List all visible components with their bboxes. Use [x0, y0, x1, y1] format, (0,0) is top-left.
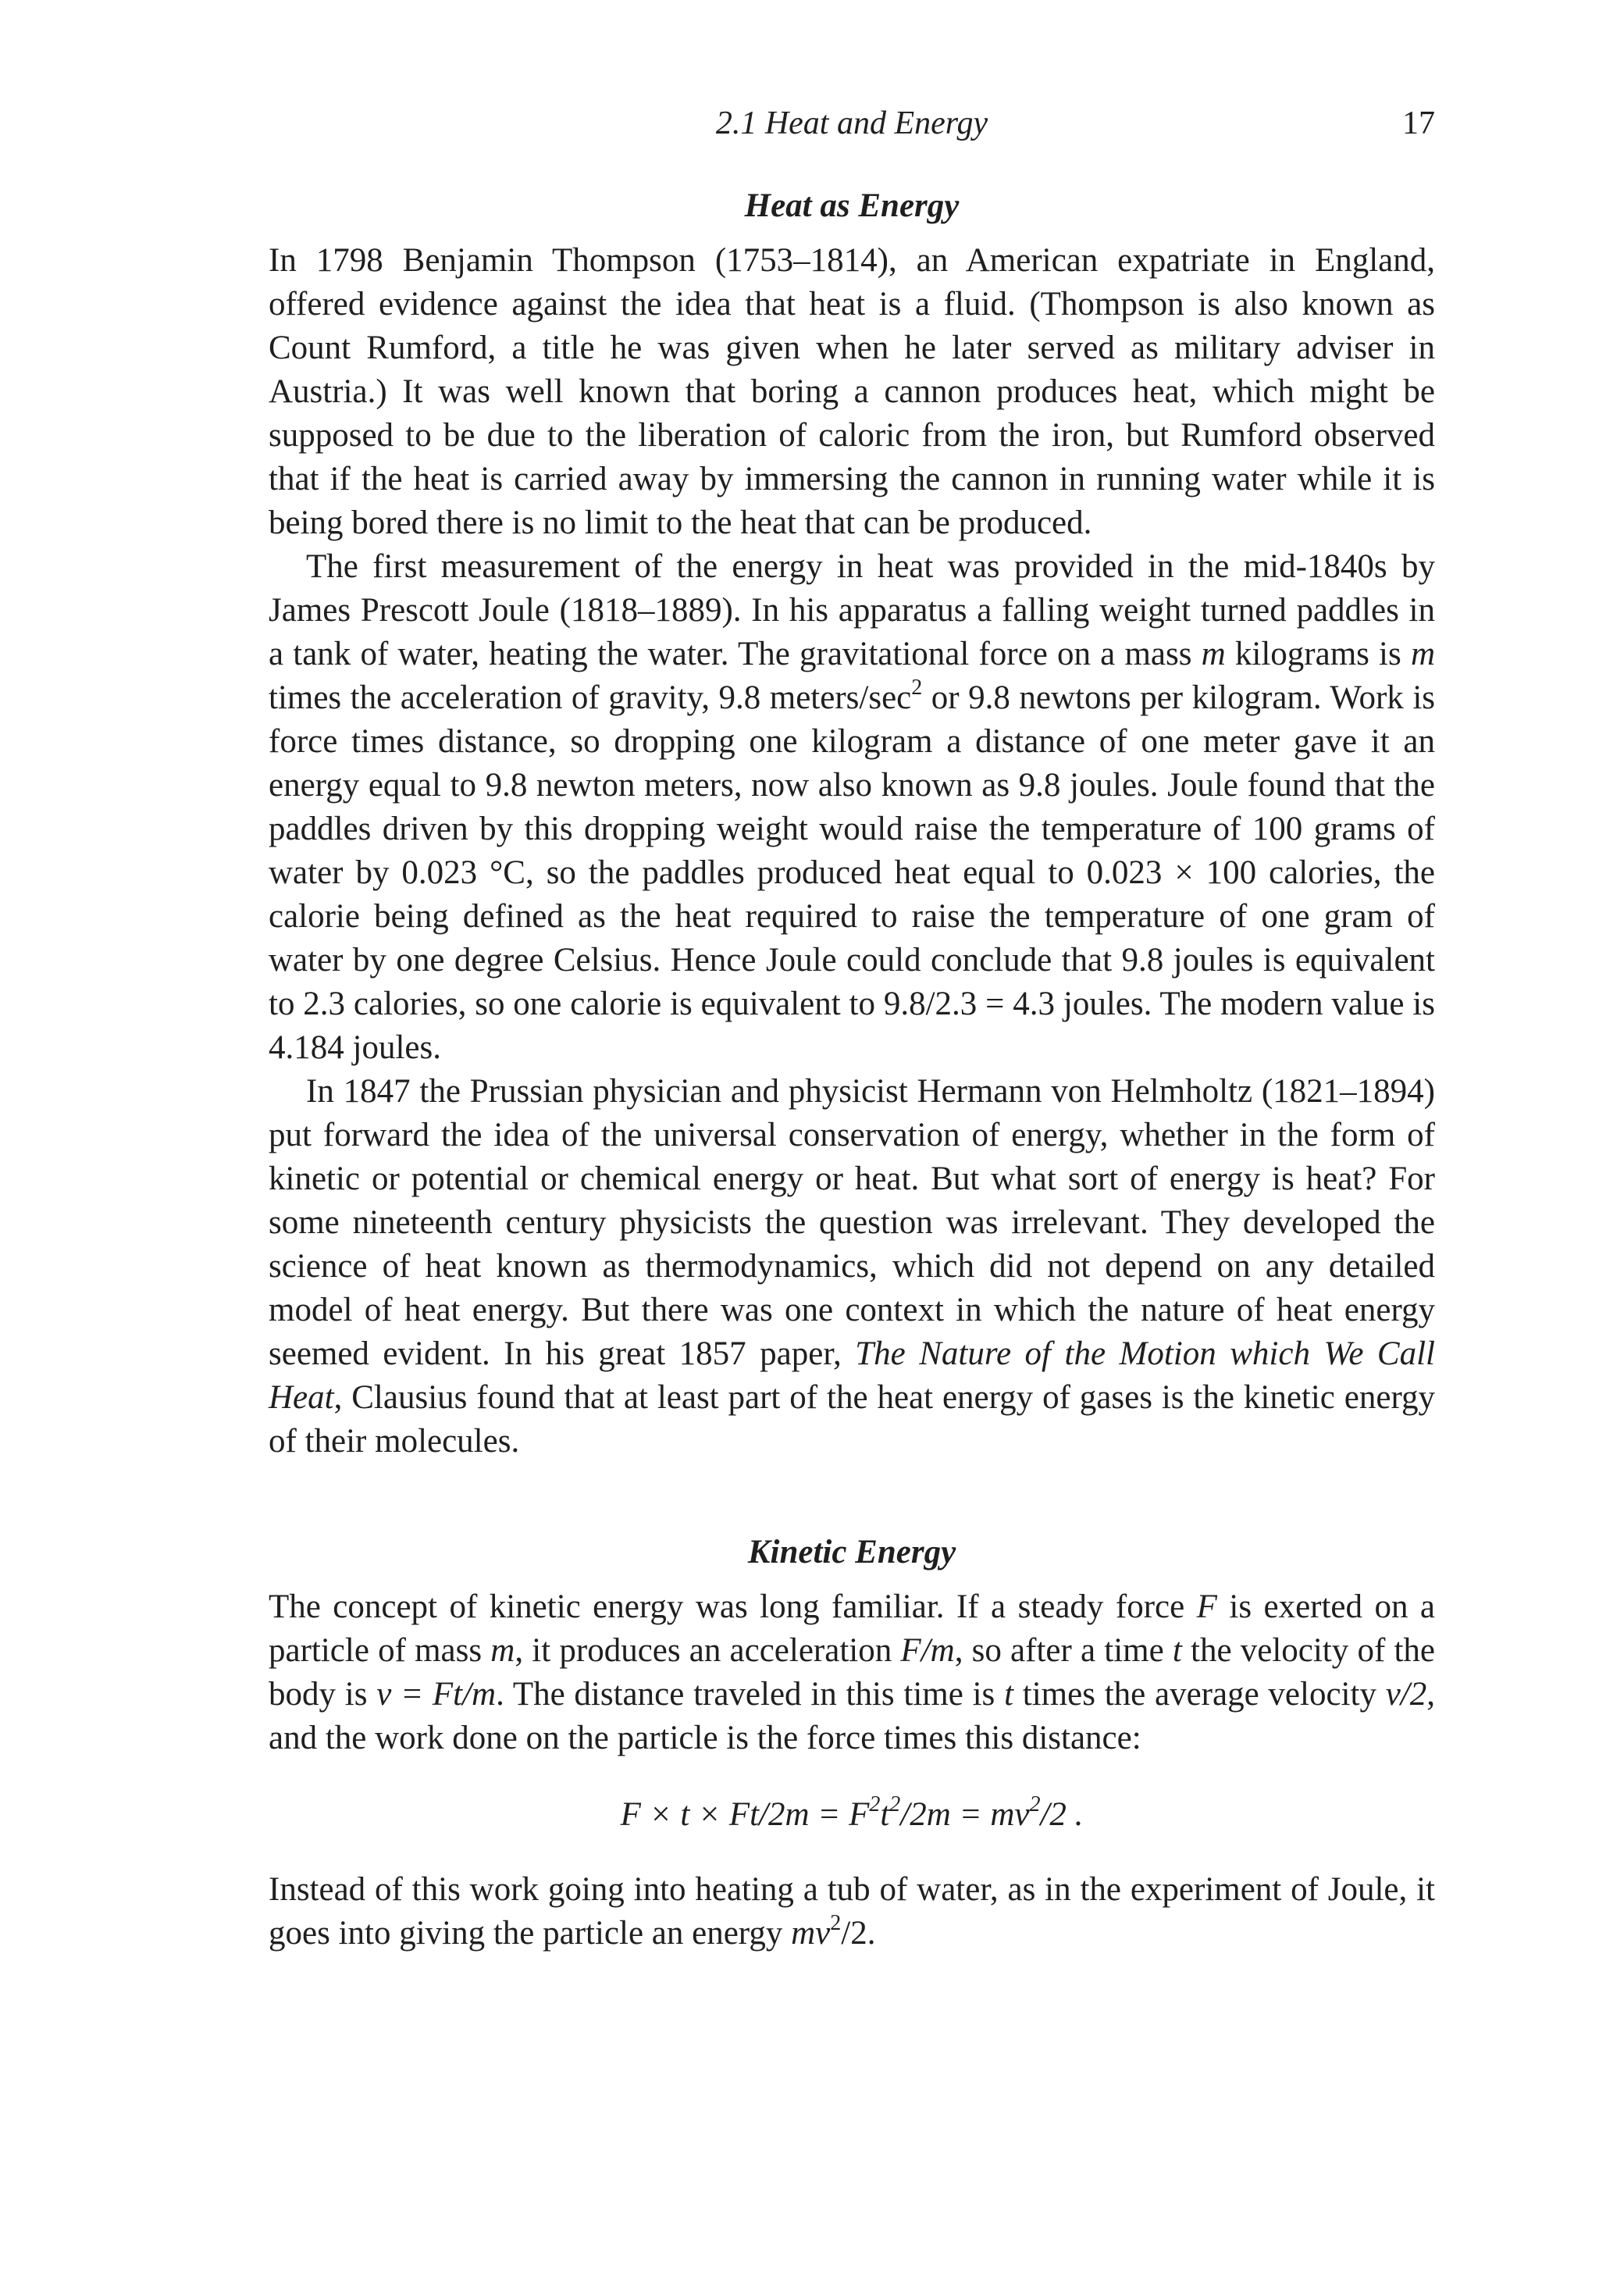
text-span: or 9.8 newtons per kilogram. Work is force times distance, so dropping one kilogram a distance of one meter gave it an energy equal to 9.8 newton meters, now also known as 9.8 joules. Joule found that the paddles driven by this dropping weight would raise the temperature of 100 grams of water by 0.023 °C, so the paddles produced heat equal to 0.023 × 100 calories, the calorie being defined as the heat required to raise the temperature of one gram of water by one degree Celsius. Hence Joule could conclude that 9.8 joules is equivalent to 2.3 calories, so one calorie is equivalent to 9.8/2.3 = 4.3 joules. The modern value is 4.184 joules.	[269, 679, 1435, 1066]
paragraph-kinetic-concept	[269, 1585, 1435, 1760]
math-expression: mv	[791, 1915, 831, 1952]
page-body	[269, 184, 1435, 1956]
equation-part: t	[880, 1796, 890, 1833]
superscript: 2	[889, 1792, 901, 1816]
text-span: times the acceleration of gravity, 9.8 meters/sec	[269, 679, 912, 716]
section-heading-kinetic-energy: Kinetic Energy	[747, 1534, 956, 1570]
math-symbol: m	[1201, 636, 1226, 672]
text-span: Instead of this work going into heating a tub of water, as in the experiment of Joule, it goes into giving the particle an energy	[269, 1871, 1435, 1952]
text-span: . The distance traveled in this time is	[496, 1676, 1005, 1713]
text-span: The concept of kinetic energy was long familiar. If a steady force	[269, 1588, 1197, 1625]
text-span: , and the work done on the particle is the force times this distance:	[269, 1676, 1436, 1756]
superscript: 2	[1029, 1792, 1041, 1816]
math-symbol: t	[1004, 1676, 1014, 1713]
math-expression: v = Ft/m	[376, 1676, 497, 1713]
text-span: /2.	[841, 1915, 876, 1952]
text-span: the velocity of the body is	[269, 1632, 1435, 1713]
text-span: is exerted on a particle of mass	[269, 1588, 1435, 1669]
running-title: 2.1 Heat and Energy	[715, 105, 988, 141]
paragraph-joule-comparison	[269, 1868, 1435, 1956]
text-span: times the average velocity	[1013, 1676, 1386, 1713]
section-heading-heat-as-energy: Heat as Energy	[744, 187, 960, 224]
paragraph-helmholtz	[269, 1070, 1435, 1464]
text-span: In 1847 the Prussian physician and physicist Hermann von Helmholtz (1821–1894) put forward the idea of the universal conservation of energy, whether in the form of kinetic or potential or chemical energy or heat. But what sort of energy is heat? For some nineteenth century physicists the question was irrelevant. They developed the science of heat known as thermodynamics, which did not depend on any detailed model of heat energy. But there was one context in which the nature of heat energy seemed evident. In his great 1857 paper,	[269, 1073, 1435, 1372]
equation-part: /2 .	[1040, 1796, 1084, 1833]
work-equation	[269, 1793, 1435, 1837]
math-symbol: t	[1172, 1632, 1182, 1669]
superscript: 2	[911, 676, 923, 700]
running-head	[269, 100, 1435, 147]
superscript: 2	[869, 1792, 881, 1816]
math-expression: v/2	[1385, 1676, 1427, 1713]
math-symbol: m	[1410, 636, 1435, 672]
superscript: 2	[830, 1911, 842, 1935]
text-span: , it produces an acceleration	[515, 1632, 901, 1669]
math-symbol: F	[1196, 1588, 1217, 1625]
text-span: The first measurement of the energy in heat was provided in the mid-1840s by James Prescott Joule (1818–1889). In his apparatus a falling weight turned paddles in a tank of water, heating the water. The gravitational force on a mass	[269, 548, 1435, 672]
equation-part: F × t × Ft/2m = F	[620, 1796, 870, 1833]
paper-title: The Nature of the Motion which We Call Heat	[269, 1335, 1435, 1416]
math-symbol: F/m	[900, 1632, 955, 1669]
text-span: kilograms is	[1225, 636, 1411, 672]
text-span: , so after a time	[954, 1632, 1173, 1669]
text-span: , Clausius found that at least part of the heat energy of gases is the kinetic energy of their molecules.	[269, 1379, 1435, 1460]
math-symbol: m	[490, 1632, 515, 1669]
paragraph-joule	[269, 545, 1435, 1070]
equation-part: /2m = mv	[900, 1796, 1030, 1833]
page-number: 17	[1402, 105, 1435, 141]
paragraph-thompson: In 1798 Benjamin Thompson (1753–1814), an American expatriate in England, offered evidence against the idea that heat is a fluid. (Thompson is also known as Count Rumford, a title he was given when he later served as military adviser in Austria.) It was well known that boring a cannon produces heat, which might be supposed to be due to the liberation of caloric from the iron, but Rumford observed that if the heat is carried away by immersing the cannon in running water while it is being bored there is no limit to the heat that can be produced.	[269, 242, 1435, 541]
